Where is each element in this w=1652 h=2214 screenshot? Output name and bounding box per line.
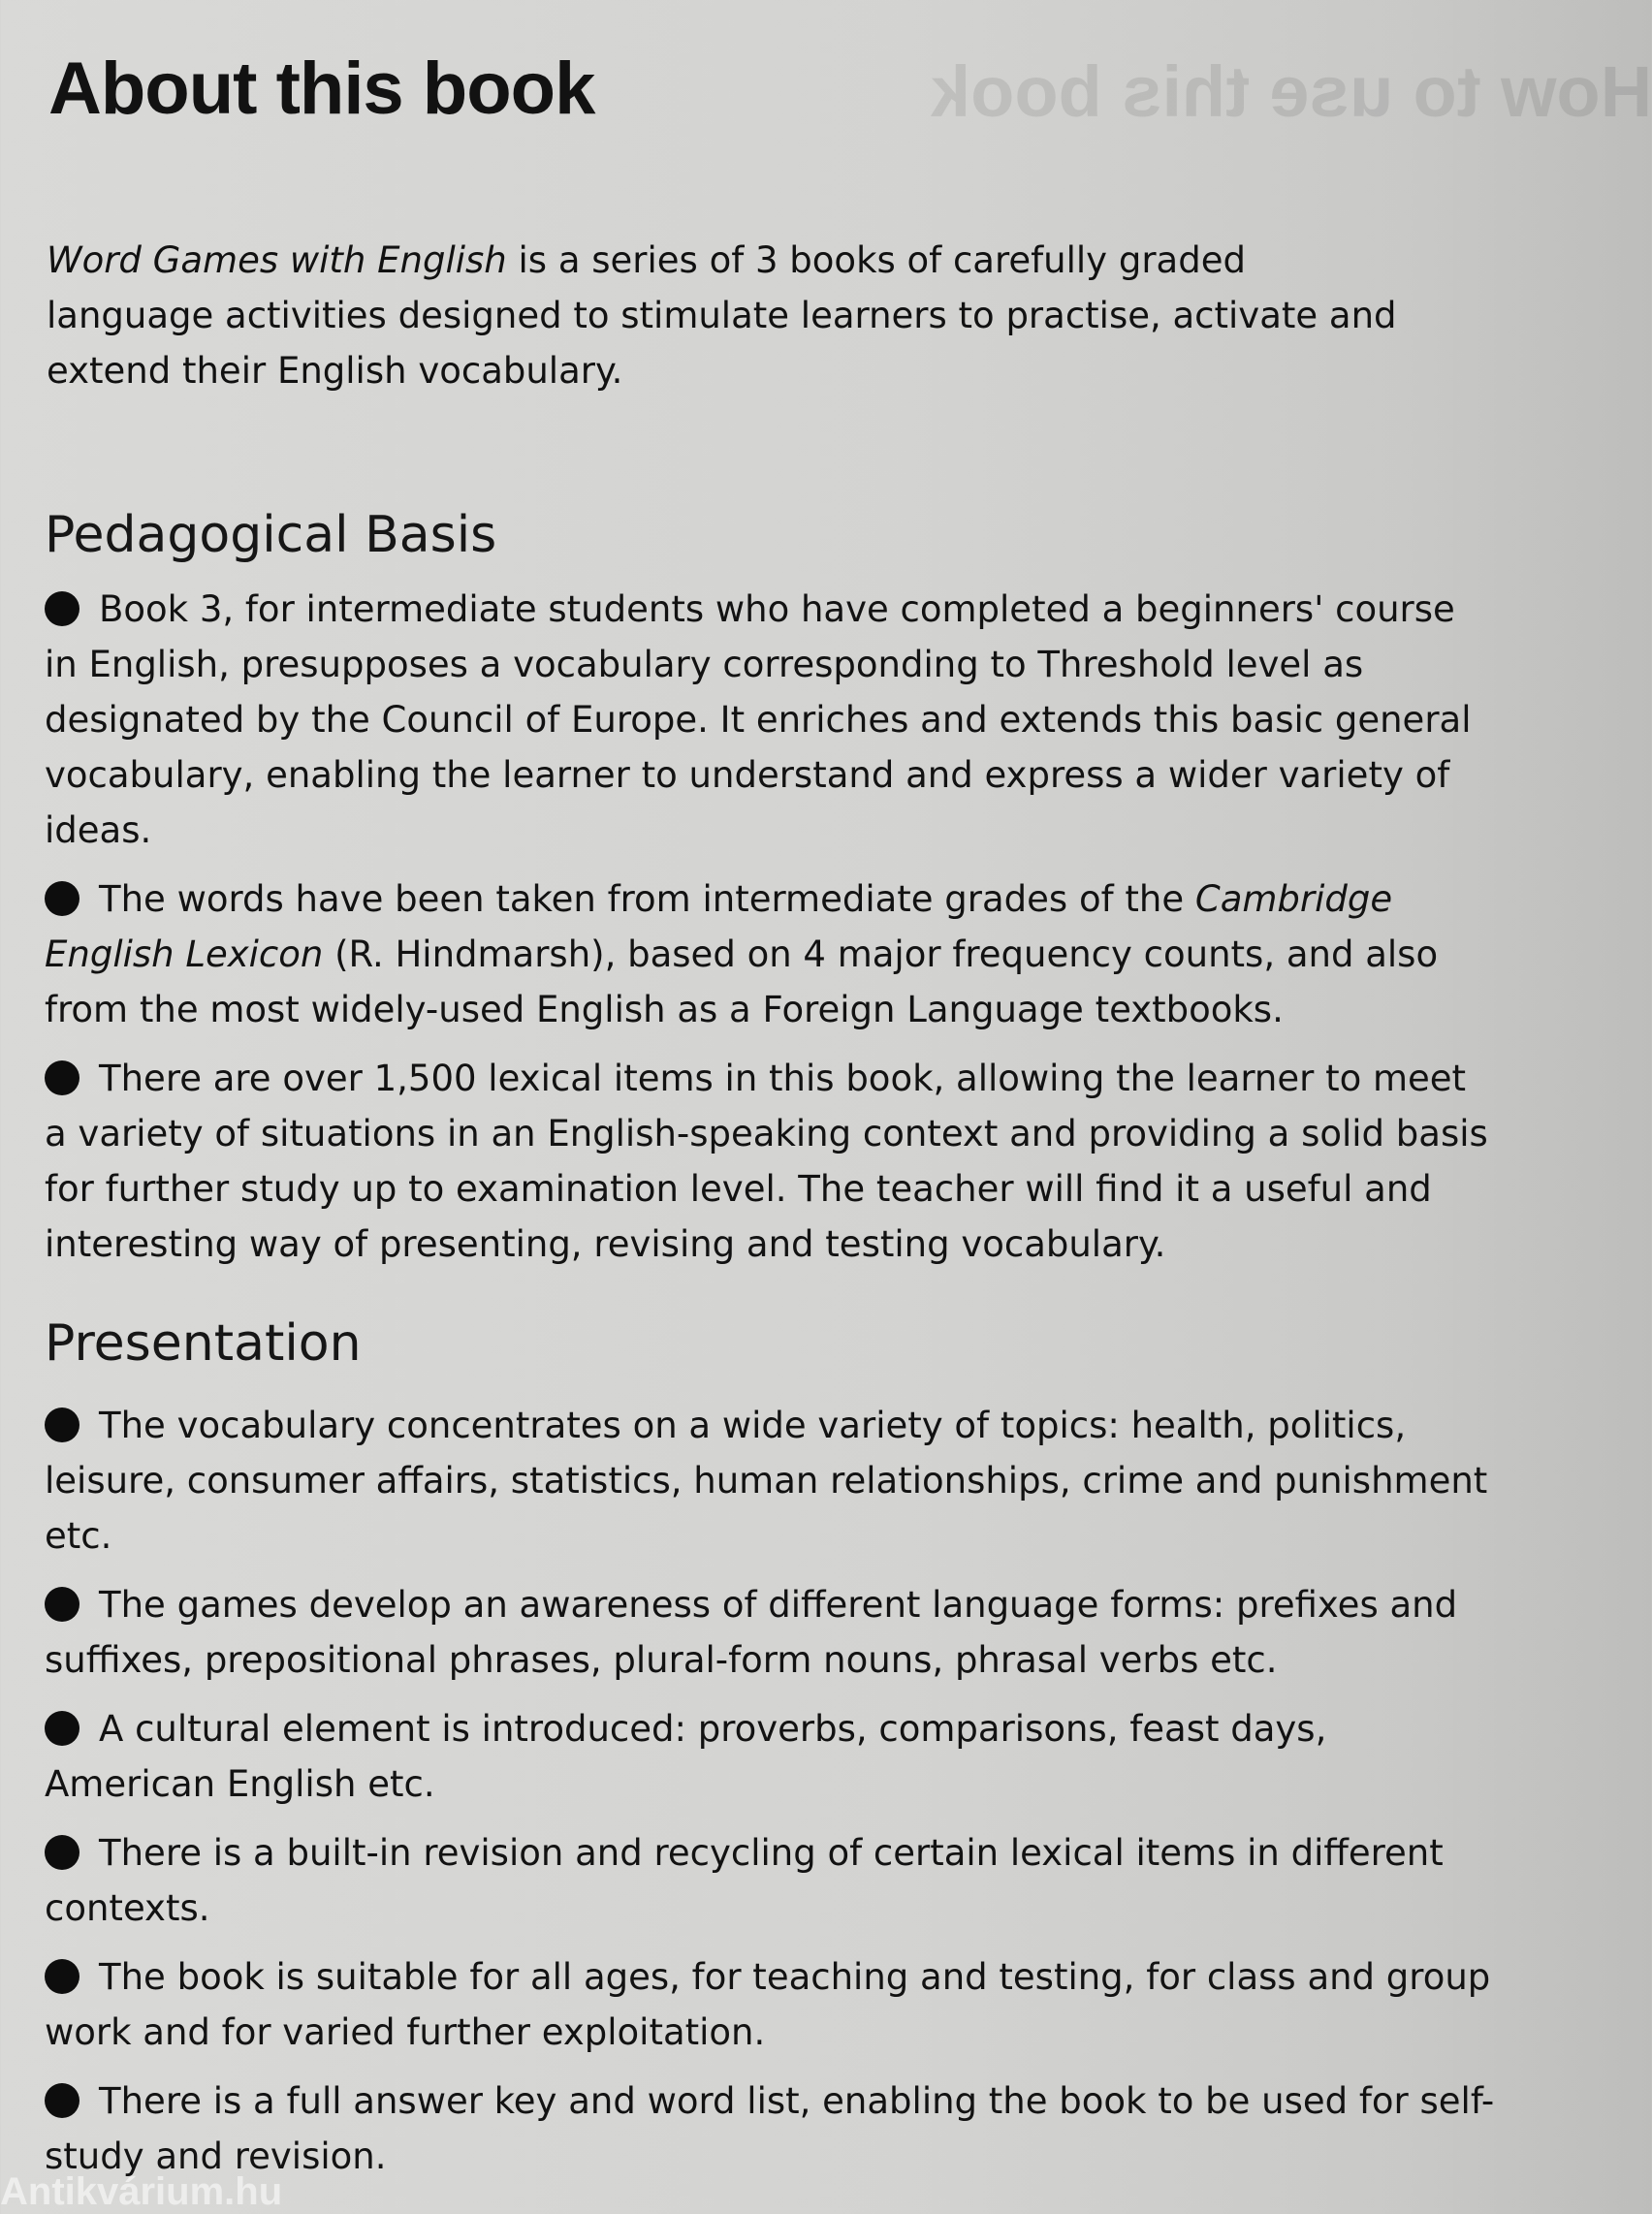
bullet-icon xyxy=(45,2083,79,2118)
list-item-text: There is a full answer key and word list, enabling the book to be used for self-study and revision. xyxy=(45,2080,1495,2177)
list-item-text: The words have been taken from intermediate grades of the xyxy=(99,878,1195,920)
bullet-icon xyxy=(45,1711,79,1746)
list-item xyxy=(45,2073,1499,2184)
presentation-heading: Presentation xyxy=(45,1314,362,1373)
list-item xyxy=(45,1949,1499,2060)
bullet-icon xyxy=(45,1587,79,1622)
presentation-list xyxy=(45,1398,1499,2198)
bullet-icon xyxy=(45,591,79,626)
show-through-title: How to use this book xyxy=(930,51,1652,132)
list-item xyxy=(45,1577,1499,1688)
list-item-text: A cultural element is introduced: proverbs, comparisons, feast days, American English etc. xyxy=(45,1708,1327,1805)
list-item xyxy=(45,1398,1499,1564)
pedagogical-basis-list xyxy=(45,582,1499,1285)
intro-paragraph xyxy=(47,233,1423,398)
pedagogical-basis-heading: Pedagogical Basis xyxy=(45,506,497,564)
bullet-icon xyxy=(45,881,79,916)
list-item-text: Book 3, for intermediate students who have completed a beginners' course in English, presupposes a vocabulary corresponding to Threshold level as designated by the Council of Europe. It enriches and extends this basic general vocabulary, enabling the learner to understand and express a wider variety of ideas. xyxy=(45,588,1472,851)
list-item-text: The vocabulary concentrates on a wide variety of topics: health, politics, leisure, consumer affairs, statistics, human relationships, crime and punishment etc. xyxy=(45,1405,1488,1557)
list-item-text: (R. Hindmarsh), based on 4 major frequency counts, and also from the most widely-used English as a Foreign Language textbooks. xyxy=(45,933,1439,1030)
list-item-text: The book is suitable for all ages, for teaching and testing, for class and group work and for varied further exploitation. xyxy=(45,1956,1491,2053)
intro-text: is a series of 3 books of carefully graded language activities designed to stimulate learners to practise, activate and extend their English vocabulary. xyxy=(47,239,1397,392)
bullet-icon xyxy=(45,1407,79,1442)
list-item xyxy=(45,1701,1499,1812)
page-title: About this book xyxy=(48,47,595,130)
list-item xyxy=(45,1825,1499,1936)
lexicon-title: Cambridge English Lexicon xyxy=(45,878,1393,975)
list-item xyxy=(45,1051,1499,1272)
watermark: Antikvárium.hu xyxy=(0,2170,283,2213)
bullet-icon xyxy=(45,1959,79,1994)
list-item xyxy=(45,871,1499,1037)
list-item-text: There is a built-in revision and recycling of certain lexical items in different contexts. xyxy=(45,1832,1444,1929)
list-item-text: The games develop an awareness of different language forms: prefixes and suffixes, prepositional phrases, plural-form nouns, phrasal verbs etc. xyxy=(45,1584,1458,1681)
list-item xyxy=(45,582,1499,858)
bullet-icon xyxy=(45,1835,79,1870)
list-item-text: There are over 1,500 lexical items in this book, allowing the learner to meet a variety of situations in an English-speaking context and providing a solid basis for further study up to examination level. The teacher will find it a useful and interesting way of presenting, revising and testing vocabulary. xyxy=(45,1058,1488,1265)
bullet-icon xyxy=(45,1060,79,1095)
series-name: Word Games with English xyxy=(47,239,507,281)
